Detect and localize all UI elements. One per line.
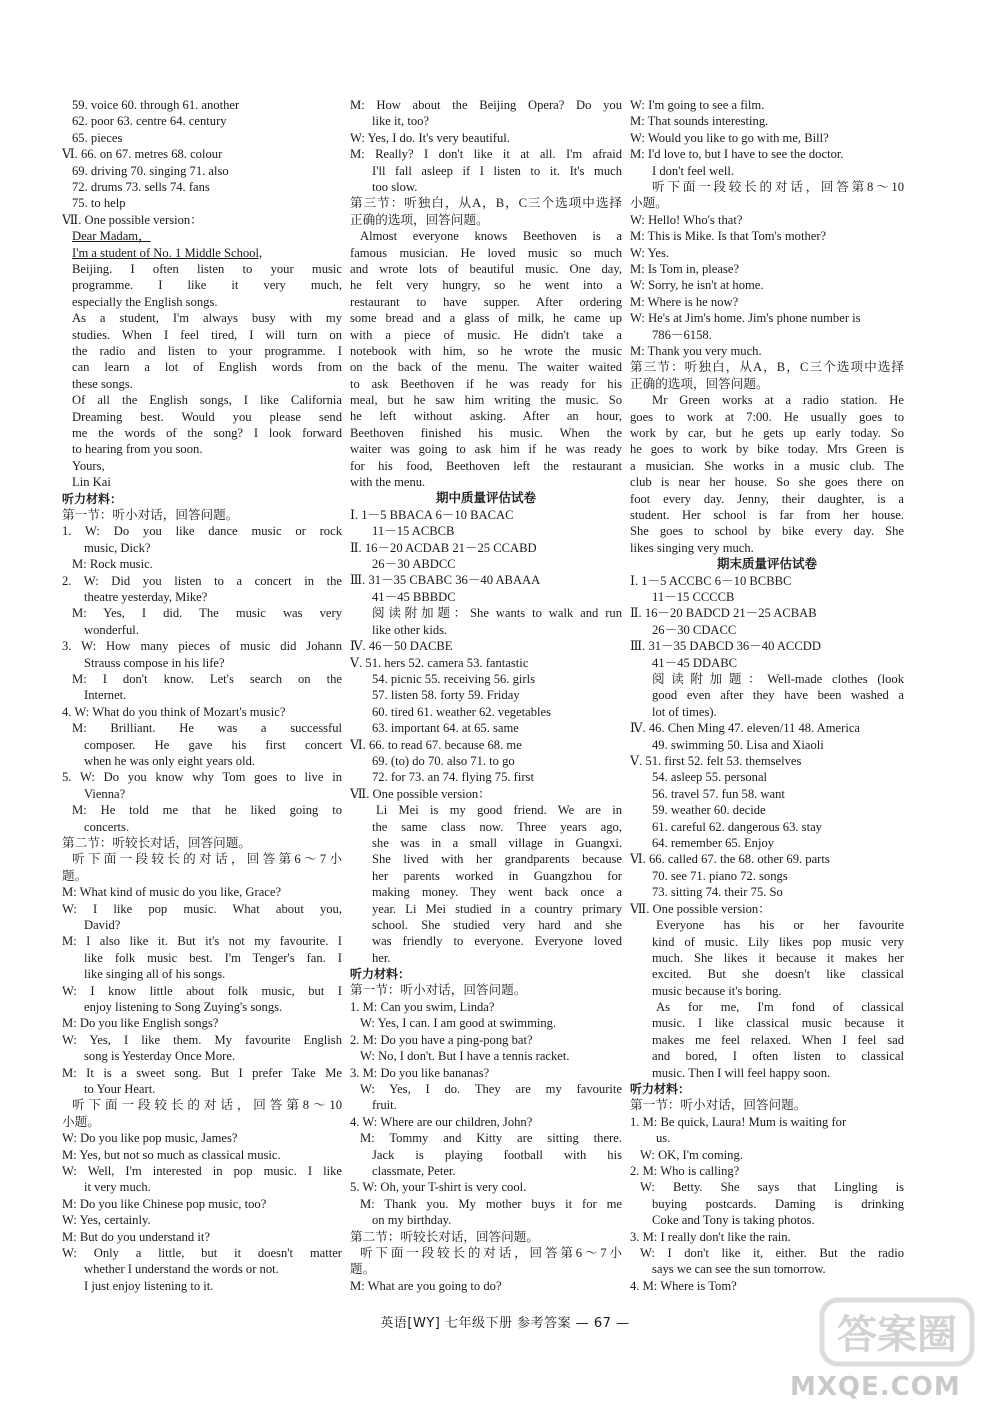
- text-line: especially the English songs.: [72, 294, 218, 309]
- text-line: 阅读附加题：She wants to walk and run: [372, 606, 622, 621]
- text-line: 听下面一段较长的对话，回答第6～7小: [360, 1245, 622, 1260]
- text-line: Ⅶ. One possible version：: [350, 786, 491, 801]
- text-line: M: What kind of music do you like, Grace?: [62, 885, 282, 900]
- text-line: Li Mei is my good friend. We are in: [376, 803, 622, 818]
- text-line: Ⅵ. 66. to read 67. because 68. me: [350, 737, 522, 752]
- text-line: 2. W: Did you listen to a concert in the: [62, 573, 342, 588]
- text-line: She lived with her grandparents because: [372, 852, 622, 867]
- text-line: her.: [372, 950, 391, 965]
- text-line: M: Tommy and Kitty are sitting there.: [360, 1131, 622, 1146]
- text-line: 第二节：听较长对话，回答问题。: [350, 1229, 539, 1244]
- text-line: M: Rock music.: [72, 557, 153, 572]
- text-line: 5. W: Oh, your T-shirt is very cool.: [350, 1180, 527, 1195]
- text-line: wonderful.: [84, 622, 139, 637]
- text-line: Mr Green works at a radio station. He: [652, 393, 904, 408]
- text-line: W: I don't like it, either. But the radio: [640, 1246, 904, 1261]
- text-line: to Your Heart.: [84, 1081, 156, 1096]
- text-line: 11－15 ACBCB: [372, 524, 455, 539]
- text-line: student. Her school is far from her house.: [630, 508, 904, 523]
- text-line: Beijing. I often listen to your music: [72, 262, 342, 277]
- text-line: foot every day. Jenny, their daughter, is a: [630, 491, 904, 506]
- text-line: W: Yes, I can. I am good at swimming.: [360, 1016, 557, 1031]
- text-line: 第三节：听独白，从A，B，C三个选项中选择: [350, 196, 622, 211]
- text-line: I'll fall asleep if I listen to it. It's much: [372, 163, 622, 178]
- text-line: notebook with him, so he wrote the music: [350, 343, 622, 358]
- text-line: Lin Kai: [72, 475, 111, 490]
- text-line: 70. see 71. piano 72. songs: [652, 868, 788, 883]
- text-line: she was in a small village in Guangxi.: [372, 835, 622, 850]
- text-line: Of all the English songs, I like California: [72, 393, 342, 408]
- text-line: M: Do you like Chinese pop music, too?: [62, 1196, 267, 1211]
- text-line: Ⅳ. 46. Chen Ming 47. eleven/11 48. America: [630, 721, 861, 736]
- text-line: composer. He gave his first concert: [84, 737, 342, 752]
- text-line: 题。: [350, 1262, 376, 1277]
- text-line: like singing all of his songs.: [84, 967, 226, 982]
- text-line: 41－45 DDABC: [652, 655, 738, 670]
- text-line: restaurant to have supper. After ordering: [350, 294, 622, 309]
- text-line: W: I know little about folk music, but I: [62, 983, 342, 998]
- text-line: W: Betty. She says that Lingling is: [640, 1180, 904, 1195]
- text-line: to ask Beethoven if he was ready for his: [350, 376, 622, 391]
- text-line: Ⅶ. One possible version：: [62, 212, 203, 227]
- answer-column-left: [62, 97, 342, 1294]
- watermark-logo-text: 答案圈: [837, 1312, 957, 1358]
- text-line: with the menu.: [350, 475, 426, 490]
- text-line: 59. voice 60. through 61. another: [72, 98, 240, 112]
- text-line: likes singing very much.: [630, 540, 754, 555]
- text-line: M: Really? I don't like it at all. I'm afraid: [350, 147, 622, 162]
- text-line: much. She likes it because it makes her: [652, 950, 904, 965]
- text-line: 第三节：听独白，从A，B，C三个选项中选择: [630, 360, 904, 375]
- text-line: Ⅱ. 16－20 BADCD 21－25 ACBAB: [630, 606, 817, 621]
- text-line: 阅读附加题：Well-made clothes (look: [652, 672, 904, 687]
- text-line: M: Thank you. My mother buys it for me: [360, 1196, 622, 1211]
- text-line: M: That sounds interesting.: [630, 114, 769, 129]
- text-line: 听下面一段较长的对话，回答第8～10: [652, 180, 904, 195]
- text-line: club is near her house. So she goes there on: [630, 475, 904, 490]
- text-line: Ⅴ. 51. first 52. felt 53. themselves: [630, 754, 802, 769]
- text-line: 54. asleep 55. personal: [652, 770, 768, 785]
- text-line: M: Do you like English songs?: [62, 1016, 219, 1031]
- text-line: As a student, I'm always busy with my: [72, 311, 342, 326]
- text-line: W: No, I don't. But I have a tennis racket.: [360, 1049, 570, 1064]
- text-line: W: OK, I'm coming.: [640, 1147, 743, 1162]
- text-line: like it, too?: [372, 114, 430, 129]
- text-line: Ⅵ. 66. called 67. the 68. other 69. parts: [630, 852, 830, 867]
- text-line: music. Then I will feel happy soon.: [652, 1065, 831, 1080]
- text-line: classmate, Peter.: [372, 1163, 456, 1178]
- text-line: 3. M: Do you like bananas?: [350, 1065, 490, 1080]
- text-line: 4. M: Where is Tom?: [630, 1278, 737, 1293]
- text-line: I just enjoy listening to it.: [84, 1278, 214, 1293]
- text-line: M: Thank you very much.: [630, 344, 762, 359]
- text-line: 3. W: How many pieces of music did Johann: [62, 639, 342, 654]
- text-line: Ⅰ. 1－5 ACCBC 6－10 BCBBC: [630, 573, 792, 588]
- text-line: us.: [656, 1131, 671, 1146]
- text-line: it very much.: [84, 1180, 151, 1195]
- text-line: on my birthday.: [372, 1213, 452, 1228]
- text-line: M: Brilliant. He was a successful: [72, 721, 342, 736]
- text-line: Everyone has his or her favourite: [656, 918, 904, 933]
- text-line: lot of times).: [652, 704, 717, 719]
- text-line: 57. listen 58. forty 59. Friday: [372, 688, 520, 703]
- text-line: M: It is a sweet song. But I prefer Take Me: [62, 1065, 342, 1080]
- answer-column-middle: [350, 97, 622, 1294]
- text-line: some bread and a glass of milk, he came up: [350, 311, 622, 326]
- page-footer: 英语[WY] 七年级下册 参考答案 — 67 —: [380, 1316, 630, 1331]
- text-line: 小题。: [62, 1114, 100, 1129]
- text-line: W: Well, I'm interested in pop music. I like: [62, 1164, 342, 1178]
- text-line: 4. W: Where are our children, John?: [350, 1114, 533, 1129]
- text-line: 54. picnic 55. receiving 56. girls: [372, 671, 535, 686]
- text-line: he felt very hungry, so he went into a: [350, 278, 622, 293]
- text-line: buying postcards. Daming is drinking: [652, 1196, 904, 1211]
- text-line: 2. M: Who is calling?: [630, 1164, 740, 1179]
- text-line: W: Yes, certainly.: [62, 1213, 151, 1228]
- text-line: 65. pieces: [72, 130, 123, 145]
- text-line: Coke and Tony is taking photos.: [652, 1213, 815, 1228]
- text-line: Dear Madam，: [72, 229, 151, 244]
- text-line: 正确的选项，回答问题。: [630, 376, 769, 391]
- text-line: 61. careful 62. dangerous 63. stay: [652, 819, 822, 834]
- text-line: me the words of the song? I look forward: [72, 426, 342, 440]
- text-line: Beethoven finished his music. When the: [350, 425, 622, 440]
- text-line: 69. driving 70. singing 71. also: [72, 163, 229, 178]
- text-line: W: I'm going to see a film.: [630, 98, 765, 112]
- watermark-text: MXQE.COM: [790, 1372, 961, 1402]
- text-line: work by car, but he gets up early today. So: [630, 426, 904, 441]
- text-line: Dreaming best. Would you please send: [72, 409, 342, 424]
- text-line: W: Would you like to go with me, Bill?: [630, 130, 829, 145]
- text-line: I don't feel well.: [652, 163, 735, 178]
- text-line: Ⅰ. 1－5 BBACA 6－10 BACAC: [350, 507, 514, 522]
- text-line: says we can see the sun tomorrow.: [652, 1262, 826, 1277]
- text-line: As for me, I'm fond of classical: [656, 1000, 904, 1015]
- text-line: 听下面一段较长的对话，回答第6～7小: [72, 852, 342, 867]
- text-line: 69. (to) do 70. also 71. to go: [372, 753, 515, 768]
- text-line: waiter was going to ask him if he was ready: [350, 442, 622, 457]
- text-line: music, Dick?: [84, 540, 151, 555]
- text-line: Ⅱ. 16－20 ACDAB 21－25 CCABD: [350, 540, 537, 555]
- text-line: W: Yes, I do. It's very beautiful.: [350, 130, 510, 145]
- text-line: school. She studied very hard and she: [372, 917, 622, 932]
- text-line: Ⅴ. 51. hers 52. camera 53. fantastic: [350, 655, 529, 670]
- text-line: 3. M: I really don't like the rain.: [630, 1229, 791, 1244]
- text-line: M: But do you understand it?: [62, 1229, 210, 1244]
- text-line: famous musician. He loved music so much: [350, 245, 622, 260]
- text-line: music. I like classical music because it: [652, 1016, 904, 1031]
- text-line: like folk music best. I'm Tenger's fan. I: [84, 950, 342, 965]
- text-line: music because it's boring.: [652, 983, 782, 998]
- text-line: M: What are you going to do?: [350, 1278, 502, 1293]
- text-line: 小题。: [630, 196, 668, 211]
- text-line: 72. for 73. an 74. flying 75. first: [372, 770, 534, 785]
- text-line: 11－15 CCCCB: [652, 590, 735, 605]
- text-line: M: He told me that he liked going to: [72, 803, 342, 818]
- text-line: 听力材料：: [62, 491, 123, 506]
- text-line: 期中质量评估试卷: [435, 490, 536, 506]
- watermark-logo: [818, 1292, 978, 1372]
- text-line: 第一节：听小对话，回答问题。: [62, 508, 239, 523]
- text-line: 73. sitting 74. their 75. So: [652, 885, 783, 900]
- text-line: kind of music. Lily likes pop music very: [652, 934, 904, 949]
- text-line: theatre yesterday, Mike?: [84, 590, 208, 605]
- text-line: excited. But she doesn't like classical: [652, 967, 904, 982]
- text-line: Jack is playing football with his: [372, 1147, 622, 1162]
- text-line: Ⅲ. 31－35 DABCD 36－40 ACCDD: [630, 639, 821, 654]
- text-line: 63. important 64. at 65. same: [372, 721, 519, 736]
- text-line: 64. remember 65. Enjoy: [652, 836, 775, 851]
- text-line: 26－30 CDACC: [652, 622, 737, 637]
- text-line: a musician. She works in a music club. The: [630, 458, 904, 473]
- text-line: her parents worked in Guangzhou for: [372, 868, 622, 883]
- text-line: 1. M: Be quick, Laura! Mum is waiting for: [630, 1114, 847, 1129]
- text-line: when he was only eight years old.: [84, 754, 256, 768]
- text-line: and bored, I often listen to classical: [652, 1049, 904, 1064]
- text-line: he left without asking. After an hour,: [350, 409, 622, 424]
- text-line: 75. to help: [72, 196, 126, 211]
- text-line: W: Only a little, but it doesn't matter: [62, 1246, 342, 1261]
- text-line: 期末质量评估试卷: [716, 556, 817, 572]
- text-line: Ⅳ. 46－50 DACBE: [350, 639, 453, 654]
- text-line: W: I like pop music. What about you,: [62, 901, 342, 916]
- text-line: year. Li Mei studied in a country primary: [372, 901, 622, 916]
- text-line: 62. poor 63. centre 64. century: [72, 114, 227, 129]
- text-line: 1. M: Can you swim, Linda?: [350, 999, 495, 1014]
- text-line: song is Yesterday Once More.: [84, 1049, 236, 1064]
- text-line: 4. W: What do you think of Mozart's music?: [62, 704, 286, 719]
- text-line: M: I'd love to, but I have to see the doctor.: [630, 147, 844, 162]
- text-line: 听力材料：: [630, 1082, 691, 1097]
- text-line: good even after they have been washed a: [652, 688, 904, 703]
- text-line: Almost everyone knows Beethoven is a: [360, 229, 622, 244]
- text-line: for his food, Beethoven left the restaurant: [350, 458, 622, 473]
- text-line: to hearing from you soon.: [72, 442, 203, 457]
- text-line: on the back of the menu. The waiter waited: [350, 360, 622, 375]
- text-line: was friendly to everyone. Everyone loved: [372, 934, 622, 949]
- text-line: David?: [84, 918, 121, 932]
- text-line: M: I don't know. Let's search on the: [72, 672, 342, 687]
- text-line: 1. W: Do you like dance music or rock: [62, 524, 342, 539]
- text-line: makes me feel relaxed. When I feel sad: [652, 1032, 904, 1047]
- text-line: making money. They went back once a: [372, 885, 622, 900]
- text-line: W: Do you like pop music, James?: [62, 1131, 238, 1146]
- text-line: W: Yes.: [630, 245, 670, 260]
- text-line: Strauss compose in his life?: [84, 655, 225, 670]
- text-line: I'm a student of No. 1 Middle School,: [72, 245, 263, 260]
- text-line: Ⅵ. 66. on 67. metres 68. colour: [62, 147, 223, 162]
- text-line: programme. I like it very much,: [72, 278, 342, 293]
- text-line: M: How about the Beijing Opera? Do you: [350, 98, 622, 112]
- text-line: M: Yes, I did. The music was very: [72, 606, 342, 621]
- text-line: Ⅲ. 31－35 CBABC 36－40 ABAAA: [350, 573, 541, 588]
- text-line: enjoy listening to Song Zuying's songs.: [84, 999, 283, 1014]
- text-line: concerts.: [84, 819, 130, 834]
- text-line: like other kids.: [372, 622, 448, 637]
- text-line: too slow.: [372, 179, 418, 194]
- text-line: 56. travel 57. fun 58. want: [652, 786, 785, 801]
- text-line: 72. drums 73. sells 74. fans: [72, 180, 210, 195]
- text-line: goes to work at 7:00. He usually goes to: [630, 409, 904, 424]
- text-line: with a piece of music. He didn't take a: [350, 327, 622, 342]
- text-line: Yours,: [72, 458, 105, 473]
- text-line: W: He's at Jim's home. Jim's phone number is: [630, 311, 861, 326]
- text-line: Internet.: [84, 688, 127, 703]
- text-line: 正确的选项，回答问题。: [350, 212, 489, 227]
- text-line: She goes to school by bike every day. She: [630, 524, 904, 539]
- text-line: whether I understand the words or not.: [84, 1262, 279, 1277]
- text-line: studies. When I feel tired, I will turn on: [72, 327, 342, 342]
- text-line: M: Where is he now?: [630, 294, 739, 309]
- text-line: W: Yes, I like them. My favourite English: [62, 1032, 342, 1047]
- text-line: the radio and listen to your programme. I: [72, 344, 342, 359]
- text-line: and wrote lots of beautiful music. One day,: [350, 261, 622, 276]
- text-line: W: Sorry, he isn't at home.: [630, 278, 764, 293]
- text-line: M: Yes, but not so much as classical music.: [62, 1147, 281, 1162]
- text-line: 41－45 BBBDC: [372, 589, 456, 604]
- text-line: 786－6158.: [652, 327, 712, 342]
- text-line: 听力材料：: [350, 967, 411, 982]
- text-line: can learn a lot of English words from: [72, 360, 342, 375]
- text-line: M: This is Mike. Is that Tom's mother?: [630, 229, 827, 244]
- text-line: he goes to work by bike today. Mrs Green is: [630, 442, 904, 457]
- text-line: Vienna?: [84, 786, 126, 801]
- text-line: 第一节：听小对话，回答问题。: [350, 983, 527, 998]
- text-line: 59. weather 60. decide: [652, 803, 766, 818]
- answer-column-right: [630, 97, 904, 1294]
- text-line: W: Hello! Who's that?: [630, 212, 743, 227]
- text-line: 49. swimming 50. Lisa and Xiaoli: [652, 737, 824, 752]
- text-line: 第二节：听较长对话，回答问题。: [62, 836, 251, 850]
- text-line: 第一节：听小对话，回答问题。: [630, 1098, 807, 1113]
- text-line: 2. M: Do you have a ping-pong bat?: [350, 1032, 533, 1047]
- text-line: 题。: [62, 868, 88, 883]
- text-line: M: I also like it. But it's not my favourite. I: [62, 934, 342, 949]
- text-line: 5. W: Do you know why Tom goes to live in: [62, 770, 342, 785]
- text-line: meal, but he saw him writing the music. So: [350, 393, 622, 408]
- text-line: 60. tired 61. weather 62. vegetables: [372, 704, 552, 719]
- text-line: W: Yes, I do. They are my favourite: [360, 1081, 622, 1096]
- text-line: these songs.: [72, 376, 133, 391]
- text-line: 听下面一段较长的对话，回答第8～10: [72, 1098, 342, 1113]
- text-line: fruit.: [372, 1098, 397, 1113]
- text-line: the same class now. Three years ago,: [372, 819, 622, 834]
- text-line: M: Is Tom in, please?: [630, 262, 740, 277]
- text-line: 26－30 ABDCC: [372, 557, 456, 572]
- text-line: Ⅶ. One possible version：: [630, 901, 771, 916]
